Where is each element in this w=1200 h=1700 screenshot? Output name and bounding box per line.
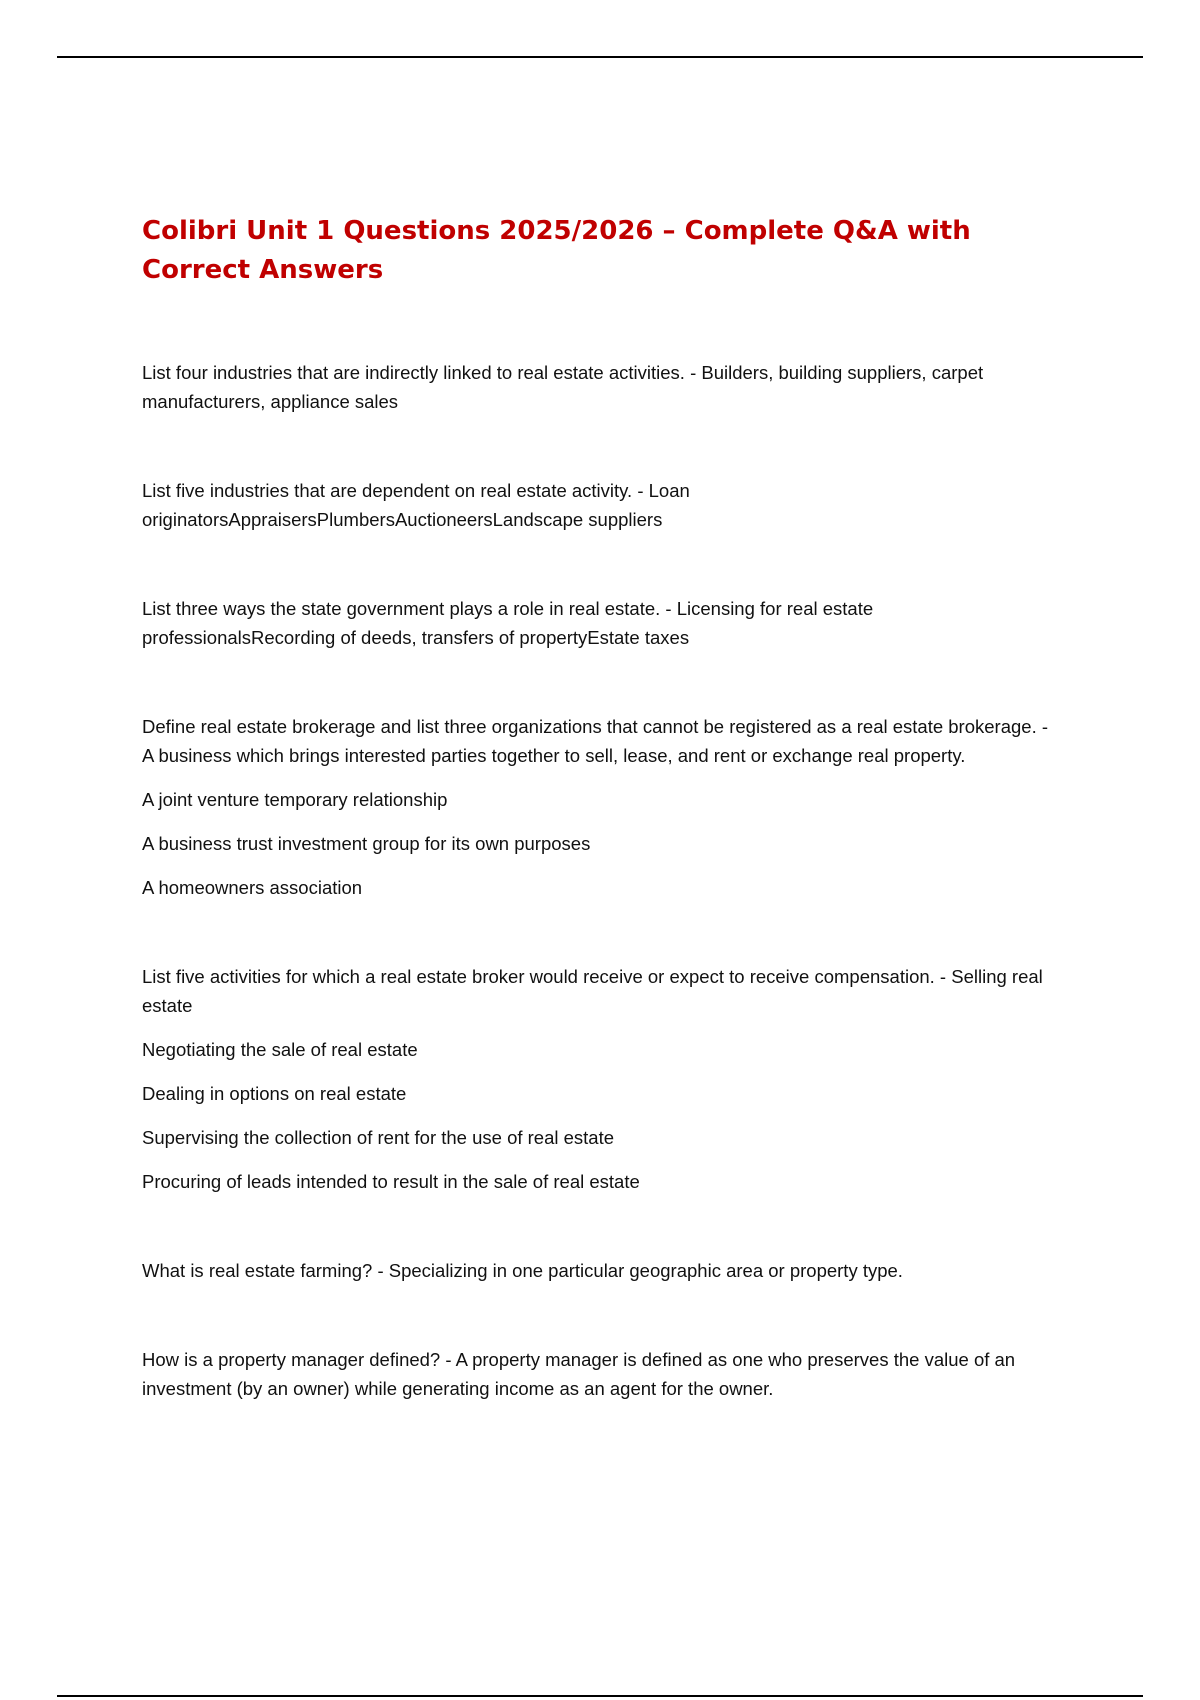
bottom-rule: [57, 1695, 1143, 1697]
document-title: Colibri Unit 1 Questions 2025/2026 – Complete Q&A with Correct Answers: [142, 216, 971, 285]
qa-answer-line: A homeowners association: [142, 877, 363, 898]
qa-item: [142, 594, 1062, 652]
qa-list: [142, 358, 1062, 1403]
qa-item: [142, 1345, 1062, 1403]
qa-item: [142, 476, 1062, 534]
top-rule: [57, 56, 1143, 58]
qa-text: List three ways the state government plays a role in real estate. - Licensing for real estate professionalsRecording of deeds, transfers of propertyEstate taxes: [142, 598, 874, 648]
qa-answer-line: A business trust investment group for its own purposes: [142, 833, 591, 854]
qa-text: List four industries that are indirectly linked to real estate activities. - Builders, building suppliers, carpet manufacturers, appliance sales: [142, 362, 984, 412]
qa-answer-line: Negotiating the sale of real estate: [142, 1039, 418, 1060]
qa-text: How is a property manager defined? - A property manager is defined as one who preserves the value of an investment (by an owner) while generating income as an agent for the owner.: [142, 1349, 1016, 1399]
qa-answer-line: A joint venture temporary relationship: [142, 789, 448, 810]
qa-text: Define real estate brokerage and list three organizations that cannot be registered as a real estate brokerage. - A business which brings interested parties together to sell, lease, and rent or exchange real property.: [142, 716, 1049, 766]
qa-text: List five activities for which a real estate broker would receive or expect to receive compensation. - Selling real estate: [142, 966, 1043, 1016]
qa-answer-line: Dealing in options on real estate: [142, 1083, 407, 1104]
qa-item: [142, 1256, 1062, 1285]
qa-item: [142, 358, 1062, 416]
qa-text: What is real estate farming? - Specializing in one particular geographic area or property type.: [142, 1260, 903, 1281]
qa-answer-line: Procuring of leads intended to result in the sale of real estate: [142, 1171, 640, 1192]
qa-item: [142, 712, 1062, 902]
document-page: [142, 212, 1062, 1463]
qa-text: List five industries that are dependent on real estate activity. - Loan originatorsAppraisersPlumbersAuctioneersLandscape suppliers: [142, 480, 690, 530]
qa-item: [142, 962, 1062, 1196]
qa-answer-line: Supervising the collection of rent for the use of real estate: [142, 1127, 615, 1148]
